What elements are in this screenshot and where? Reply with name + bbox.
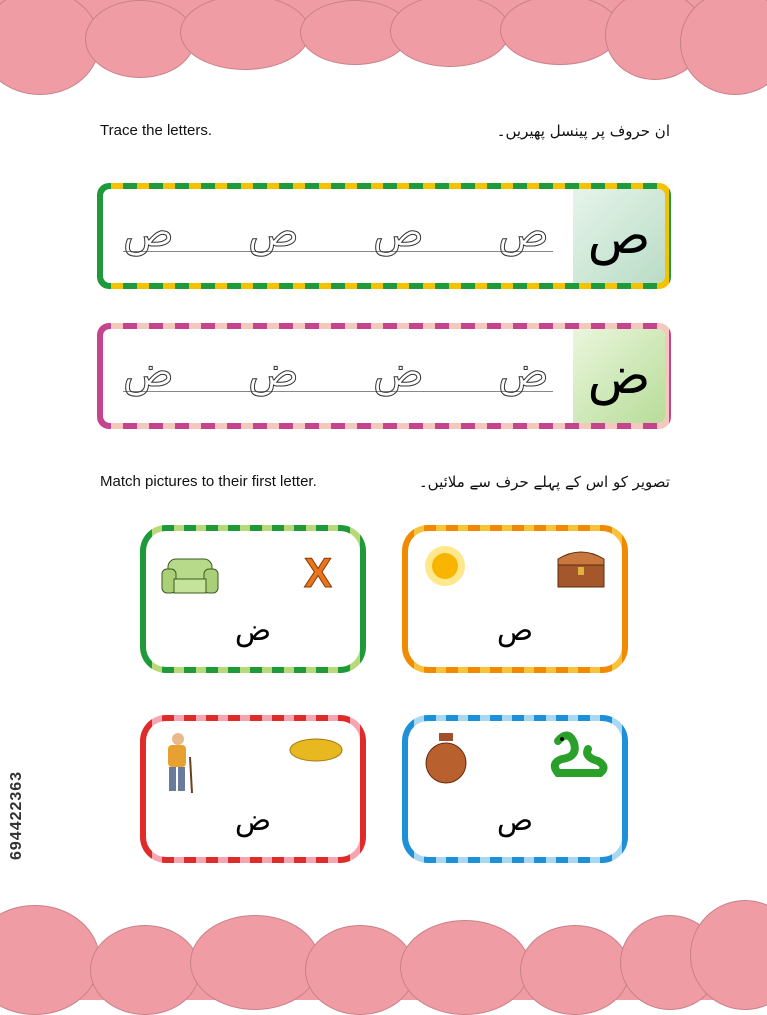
old-man-icon xyxy=(156,731,200,797)
cloud xyxy=(680,0,767,95)
trace-letter[interactable]: ض xyxy=(373,347,424,396)
treasure-chest-icon xyxy=(554,545,608,589)
cloud xyxy=(0,0,100,95)
soap-icon xyxy=(288,737,344,763)
snake-icon xyxy=(548,729,610,779)
match-card-3[interactable] xyxy=(140,715,366,863)
clay-pot-icon xyxy=(424,731,468,785)
writing-line xyxy=(123,391,553,392)
letter-x-icon: X xyxy=(304,549,333,596)
match-instruction-en: Match pictures to their first letter. xyxy=(100,473,317,490)
trace-letter[interactable]: ص xyxy=(123,207,174,256)
trace-instruction-ur: ان حروف پر پینسل پھیریں۔ xyxy=(496,122,670,140)
writing-line xyxy=(123,251,553,252)
model-letter: ض xyxy=(573,329,665,423)
trace-letter[interactable]: ص xyxy=(498,207,549,256)
match-instruction-ur: تصویر کو اس کے پہلے حرف سے ملائیں۔ xyxy=(418,473,670,491)
trace-letter[interactable]: ض xyxy=(498,347,549,396)
card-letter: ض xyxy=(234,613,272,648)
trace-row-2 xyxy=(97,323,671,429)
cloud xyxy=(400,920,530,1015)
trace-row-1 xyxy=(97,183,671,289)
match-card-2[interactable] xyxy=(402,525,628,673)
cloud xyxy=(85,0,195,78)
cloud xyxy=(90,925,200,1015)
cloud xyxy=(500,0,620,65)
card-letter: ض xyxy=(234,803,272,838)
card-letter: ص xyxy=(496,613,534,648)
card-letter: ص xyxy=(496,803,534,838)
match-card-4[interactable] xyxy=(402,715,628,863)
match-card-1[interactable] xyxy=(140,525,366,673)
sofa-icon xyxy=(160,555,220,597)
cloud xyxy=(190,915,320,1010)
trace-letter[interactable]: ص xyxy=(373,207,424,256)
stock-watermark-id: 694422363 xyxy=(8,770,25,860)
cloud xyxy=(305,925,415,1015)
cloud xyxy=(180,0,310,70)
sun-icon xyxy=(424,545,466,587)
trace-letter[interactable]: ص xyxy=(248,207,299,256)
cloud xyxy=(520,925,630,1015)
cloud xyxy=(390,0,510,67)
trace-instruction-en: Trace the letters. xyxy=(100,122,212,139)
trace-letter[interactable]: ض xyxy=(123,347,174,396)
model-letter: ص xyxy=(573,189,665,283)
trace-letter[interactable]: ض xyxy=(248,347,299,396)
